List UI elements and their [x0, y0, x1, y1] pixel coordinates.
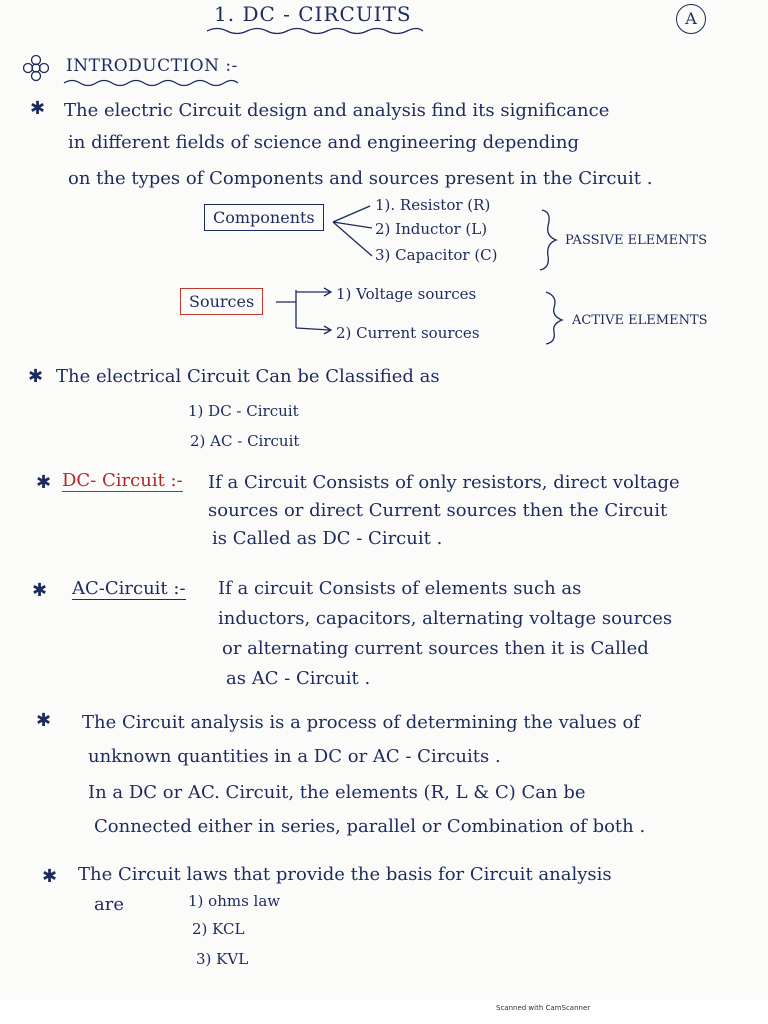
bullet-star-icon: ✱ [36, 710, 52, 731]
component-item: 3) Capacitor (C) [375, 246, 498, 264]
classification-item: 1) DC - Circuit [188, 402, 299, 420]
bullet-star-icon: ✱ [36, 472, 52, 493]
laws-lead: are [94, 894, 124, 915]
bullet-star-icon: ✱ [30, 98, 46, 119]
intro-line: in different fields of science and engineering depending [68, 132, 580, 153]
sources-box: Sources [180, 288, 263, 315]
passive-elements-label: PASSIVE ELEMENTS [565, 233, 708, 248]
ac-circuit-term: AC-Circuit :- [72, 578, 186, 599]
page-title: 1. DC - CIRCUITS [214, 2, 412, 26]
components-box: Components [204, 204, 324, 231]
ac-line: If a circuit Consists of elements such as [218, 578, 582, 599]
analysis-line: unknown quantities in a DC or AC - Circuits . [88, 746, 501, 767]
classification-item: 2) AC - Circuit [190, 432, 300, 450]
classification-intro: The electrical Circuit Can be Classified as [56, 366, 440, 387]
law-item: 2) KCL [192, 920, 245, 938]
bullet-star-icon: ✱ [42, 866, 58, 887]
ac-line: as AC - Circuit . [226, 668, 371, 689]
bullet-star-icon: ✱ [32, 580, 48, 601]
active-elements-label: ACTIVE ELEMENTS [572, 313, 708, 328]
ac-line: inductors, capacitors, alternating voltage sources [218, 608, 673, 629]
page-mark: A [676, 4, 706, 34]
dc-circuit-term: DC- Circuit :- [62, 470, 183, 491]
component-item: 1). Resistor (R) [375, 196, 491, 214]
intro-line: on the types of Components and sources present in the Circuit . [68, 168, 653, 189]
ac-line: or alternating current sources then it is Called [222, 638, 649, 659]
dc-line: sources or direct Current sources then the Circuit [208, 500, 668, 521]
analysis-line: The Circuit analysis is a process of determining the values of [82, 712, 640, 733]
source-item: 2) Current sources [336, 324, 480, 342]
laws-intro: The Circuit laws that provide the basis for Circuit analysis [78, 864, 612, 885]
source-item: 1) Voltage sources [336, 285, 477, 303]
analysis-line: In a DC or AC. Circuit, the elements (R, L & C) Can be [88, 782, 586, 803]
law-item: 1) ohms law [188, 892, 281, 910]
component-item: 2) Inductor (L) [375, 220, 488, 238]
dc-line: is Called as DC - Circuit . [212, 528, 443, 549]
law-item: 3) KVL [196, 950, 249, 968]
scanner-watermark: Scanned with CamScanner [496, 1004, 591, 1012]
analysis-line: Connected either in series, parallel or Combination of both . [94, 816, 646, 837]
bullet-star-icon: ✱ [28, 366, 44, 387]
dc-line: If a Circuit Consists of only resistors, direct voltage [208, 472, 680, 493]
intro-line: The electric Circuit design and analysis find its significance [64, 100, 610, 121]
section-heading-introduction: INTRODUCTION :- [66, 56, 238, 76]
